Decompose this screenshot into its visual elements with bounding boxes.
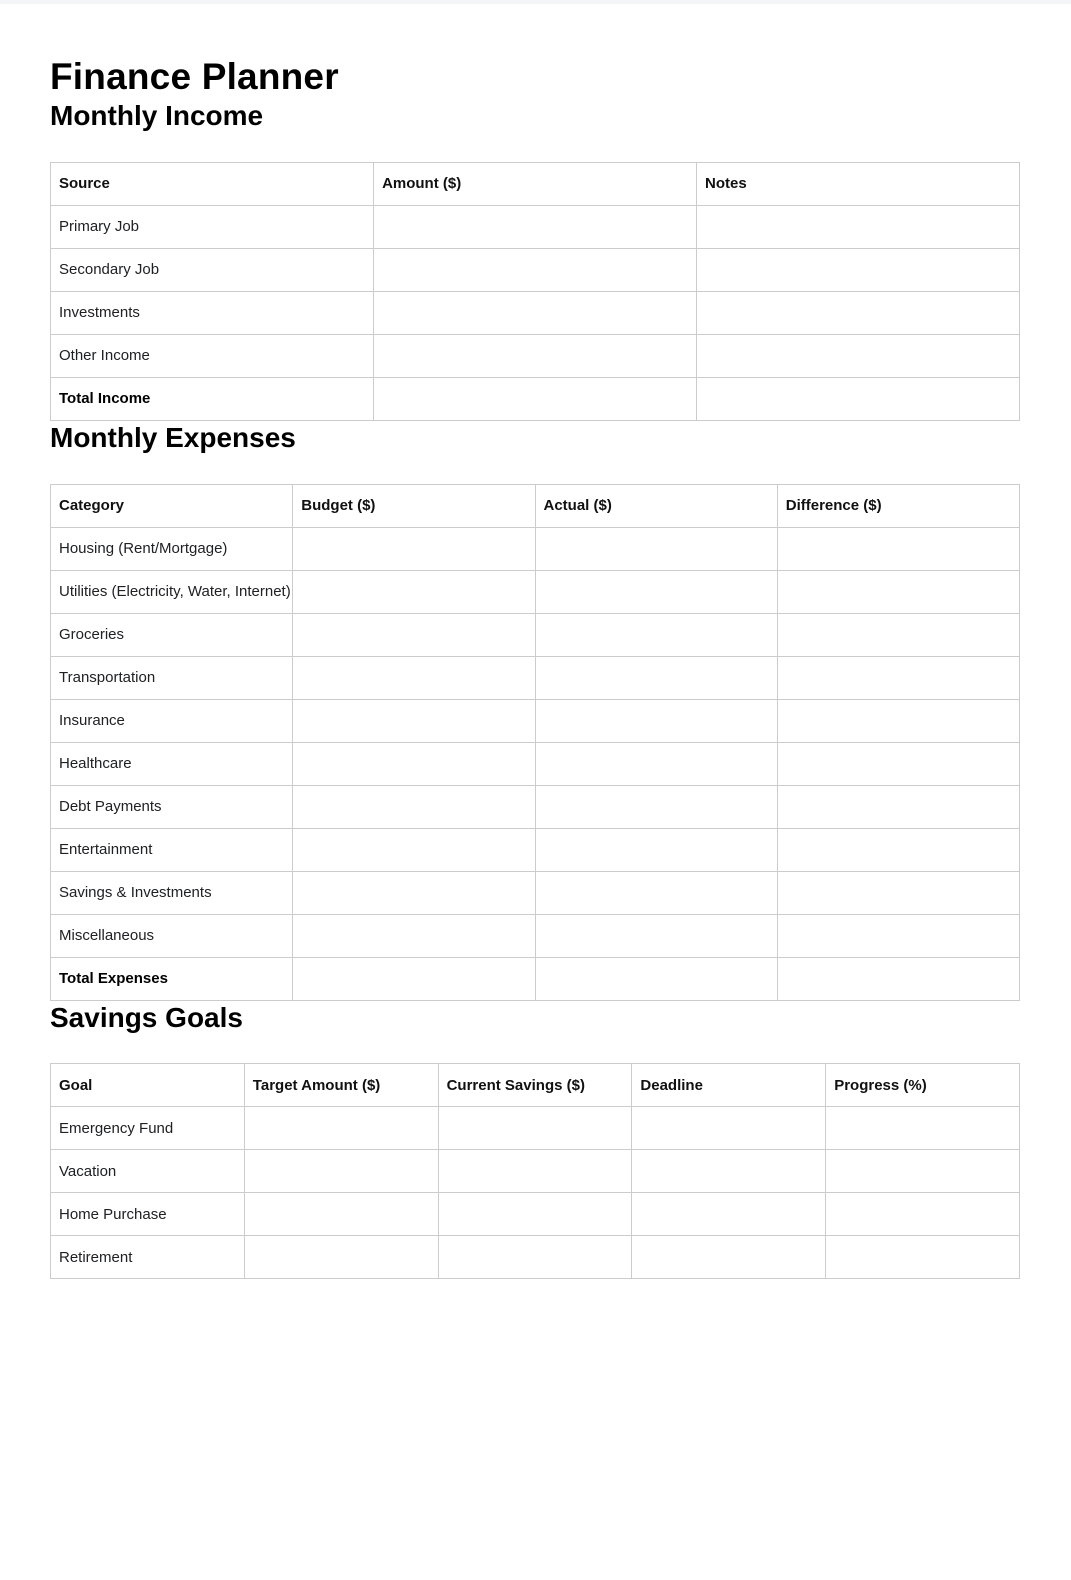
savings-col-current-savings: Current Savings ($): [438, 1064, 632, 1107]
income-col-amount: Amount ($): [374, 162, 697, 205]
expenses-budget-cell[interactable]: [293, 742, 535, 785]
row-label: Debt Payments: [51, 785, 293, 828]
expenses-actual-cell[interactable]: [535, 742, 777, 785]
expenses-col-budget: Budget ($): [293, 484, 535, 527]
expenses-table-header: [51, 484, 1020, 527]
row-label: Housing (Rent/Mortgage): [51, 527, 293, 570]
income-row-other-income: [51, 334, 1020, 377]
expenses-actual-cell[interactable]: [535, 828, 777, 871]
heading-monthly-income: Monthly Income: [50, 100, 264, 132]
expenses-difference-cell[interactable]: [777, 914, 1019, 957]
savings-progress-cell[interactable]: [826, 1150, 1020, 1193]
expenses-col-difference: Difference ($): [777, 484, 1019, 527]
expenses-actual-cell[interactable]: [535, 656, 777, 699]
income-col-source: Source: [51, 162, 374, 205]
income-notes-cell[interactable]: [697, 291, 1020, 334]
expenses-row-debt-payments: [51, 785, 1020, 828]
expenses-difference-cell[interactable]: [777, 871, 1019, 914]
savings-current-cell[interactable]: [438, 1107, 632, 1150]
savings-col-target-amount: Target Amount ($): [244, 1064, 438, 1107]
savings-header-row: [51, 1064, 1020, 1107]
heading-savings-goals: Savings Goals: [50, 1001, 243, 1033]
expenses-row-savings-investments: [51, 871, 1020, 914]
expenses-row-total: [51, 957, 1020, 1000]
expenses-budget-cell[interactable]: [293, 613, 535, 656]
expenses-difference-cell[interactable]: [777, 656, 1019, 699]
page-title: Finance Planner: [50, 56, 339, 97]
expenses-budget-cell[interactable]: [293, 828, 535, 871]
savings-row-home-purchase: [51, 1193, 1020, 1236]
savings-deadline-cell[interactable]: [632, 1236, 826, 1279]
expenses-budget-cell[interactable]: [293, 656, 535, 699]
expenses-row-utilities: [51, 570, 1020, 613]
savings-target-cell[interactable]: [244, 1193, 438, 1236]
expenses-actual-cell[interactable]: [535, 957, 777, 1000]
savings-col-deadline: Deadline: [632, 1064, 826, 1107]
savings-table-header: [51, 1064, 1020, 1107]
savings-col-goal: Goal: [51, 1064, 245, 1107]
top-edge-strip: [0, 0, 1071, 4]
expenses-budget-cell[interactable]: [293, 871, 535, 914]
row-label: Miscellaneous: [51, 914, 293, 957]
section-monthly-expenses: [50, 421, 1020, 1001]
expenses-budget-cell[interactable]: [293, 527, 535, 570]
row-label: Other Income: [51, 334, 374, 377]
expenses-row-insurance: [51, 699, 1020, 742]
savings-row-retirement: [51, 1236, 1020, 1279]
row-label: Home Purchase: [51, 1193, 245, 1236]
savings-row-emergency-fund: [51, 1107, 1020, 1150]
row-label: Investments: [51, 291, 374, 334]
expenses-actual-cell[interactable]: [535, 570, 777, 613]
savings-col-progress: Progress (%): [826, 1064, 1020, 1107]
row-label: Savings & Investments: [51, 871, 293, 914]
income-amount-cell[interactable]: [374, 334, 697, 377]
row-label: Entertainment: [51, 828, 293, 871]
savings-progress-cell[interactable]: [826, 1107, 1020, 1150]
savings-current-cell[interactable]: [438, 1193, 632, 1236]
expenses-row-groceries: [51, 613, 1020, 656]
expenses-difference-cell[interactable]: [777, 785, 1019, 828]
heading-monthly-expenses: Monthly Expenses: [50, 421, 296, 453]
savings-target-cell[interactable]: [244, 1236, 438, 1279]
income-col-notes: Notes: [697, 162, 1020, 205]
row-label: Healthcare: [51, 742, 293, 785]
savings-deadline-cell[interactable]: [632, 1193, 826, 1236]
expenses-budget-cell[interactable]: [293, 957, 535, 1000]
income-table: [50, 162, 1020, 421]
expenses-col-actual: Actual ($): [535, 484, 777, 527]
income-table-header: [51, 162, 1020, 205]
total-row-label: Total Expenses: [51, 957, 293, 1000]
expenses-actual-cell[interactable]: [535, 699, 777, 742]
total-row-label: Total Income: [51, 377, 374, 420]
savings-row-vacation: [51, 1150, 1020, 1193]
row-label: Groceries: [51, 613, 293, 656]
savings-progress-cell[interactable]: [826, 1193, 1020, 1236]
savings-target-cell[interactable]: [244, 1150, 438, 1193]
expenses-budget-cell[interactable]: [293, 699, 535, 742]
income-notes-cell[interactable]: [697, 248, 1020, 291]
expenses-header-row: [51, 484, 1020, 527]
row-label: Utilities (Electricity, Water, Internet): [51, 570, 293, 613]
row-label: Retirement: [51, 1236, 245, 1279]
income-notes-cell[interactable]: [697, 334, 1020, 377]
expenses-actual-cell[interactable]: [535, 527, 777, 570]
expenses-budget-cell[interactable]: [293, 914, 535, 957]
expenses-table: [50, 484, 1020, 1001]
savings-current-cell[interactable]: [438, 1236, 632, 1279]
expenses-difference-cell[interactable]: [777, 828, 1019, 871]
row-label: Emergency Fund: [51, 1107, 245, 1150]
expenses-budget-cell[interactable]: [293, 785, 535, 828]
section-savings-goals: [50, 1001, 1020, 1280]
expenses-difference-cell[interactable]: [777, 742, 1019, 785]
income-header-row: [51, 162, 1020, 205]
expenses-row-housing: [51, 527, 1020, 570]
expenses-row-miscellaneous: [51, 914, 1020, 957]
savings-current-cell[interactable]: [438, 1150, 632, 1193]
savings-goals-table: [50, 1063, 1020, 1279]
income-amount-cell[interactable]: [374, 377, 697, 420]
row-label: Vacation: [51, 1150, 245, 1193]
income-amount-cell[interactable]: [374, 291, 697, 334]
income-row-investments: [51, 291, 1020, 334]
expenses-row-healthcare: [51, 742, 1020, 785]
row-label: Transportation: [51, 656, 293, 699]
expenses-actual-cell[interactable]: [535, 613, 777, 656]
expenses-difference-cell[interactable]: [777, 570, 1019, 613]
finance-planner-page: [0, 55, 1071, 1339]
income-row-total: [51, 377, 1020, 420]
expenses-budget-cell[interactable]: [293, 570, 535, 613]
expenses-actual-cell[interactable]: [535, 871, 777, 914]
expenses-actual-cell[interactable]: [535, 785, 777, 828]
expenses-difference-cell[interactable]: [777, 613, 1019, 656]
expenses-row-entertainment: [51, 828, 1020, 871]
row-label: Primary Job: [51, 205, 374, 248]
expenses-row-transportation: [51, 656, 1020, 699]
income-notes-cell[interactable]: [697, 377, 1020, 420]
income-row-primary-job: [51, 205, 1020, 248]
row-label: Insurance: [51, 699, 293, 742]
section-monthly-income: [50, 99, 1020, 421]
expenses-actual-cell[interactable]: [535, 914, 777, 957]
expenses-difference-cell[interactable]: [777, 527, 1019, 570]
expenses-col-category: Category: [51, 484, 293, 527]
income-amount-cell[interactable]: [374, 205, 697, 248]
savings-deadline-cell[interactable]: [632, 1150, 826, 1193]
savings-target-cell[interactable]: [244, 1107, 438, 1150]
savings-progress-cell[interactable]: [826, 1236, 1020, 1279]
income-amount-cell[interactable]: [374, 248, 697, 291]
income-notes-cell[interactable]: [697, 205, 1020, 248]
savings-deadline-cell[interactable]: [632, 1107, 826, 1150]
expenses-difference-cell[interactable]: [777, 699, 1019, 742]
income-row-secondary-job: [51, 248, 1020, 291]
expenses-difference-cell[interactable]: [777, 957, 1019, 1000]
row-label: Secondary Job: [51, 248, 374, 291]
